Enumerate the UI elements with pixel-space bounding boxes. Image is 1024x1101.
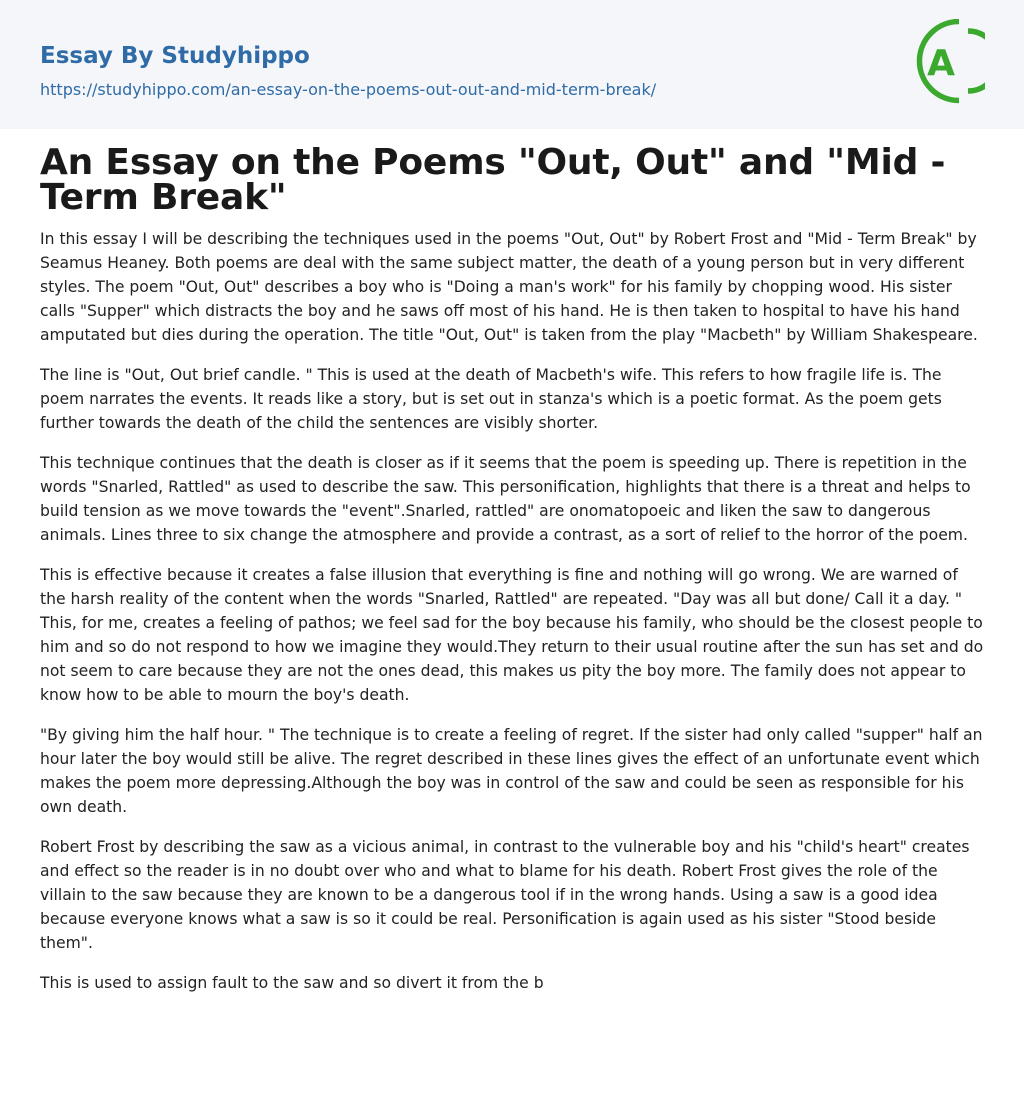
essay-title: An Essay on the Poems "Out, Out" and "Mid -Term Break" <box>40 142 946 218</box>
studyhippo-logo-icon[interactable] <box>913 19 985 105</box>
essay-paragraph-6: Robert Frost by describing the saw as a vicious animal, in contrast to the vulnerable boy and his "child's heart" creates and effect so the reader is in no doubt over who and what to blame for his death. Robert Frost gives the role of the villain to the saw because they are known to be a dangerous tool if in the wrong hands. Using a saw is a good idea because everyone knows what a saw is so it could be real. Personification is again used as his sister "Stood beside them". <box>40 838 970 952</box>
essay-paragraph-4: This is effective because it creates a false illusion that everything is fine and nothing will go wrong. We are warned of the harsh reality of the content when the words "Snarled, Rattled" are repeated. "Day was all but done/ Call it a day. " This, for me, creates a feeling of pathos; we feel sad for the boy because his family, who should be the closest people to him and so do not respond to how we imagine they would.They return to their usual routine after the sun has set and do not seem to care because they are not the ones dead, this makes us pity the boy more. The family does not appear to know how to be able to mourn the boy's death. <box>40 566 984 704</box>
logo-letter: A <box>927 43 955 84</box>
essay-paragraph-7: This is used to assign fault to the saw and so divert it from the b <box>40 974 544 992</box>
site-name: Essay By Studyhippo <box>40 43 310 69</box>
essay-paragraph-3: This technique continues that the death is closer as if it seems that the poem is speeding up. There is repetition in the words "Snarled, Rattled" as used to describe the saw. This personification, highlights that there is a threat and helps to build tension as we move towards the "event".Snarled, rattled" are onomatopoeic and liken the saw to dangerous animals. Lines three to six change the atmosphere and provide a contrast, as a sort of relief to the horror of the poem. <box>40 454 971 544</box>
essay-content <box>0 129 1024 995</box>
essay-paragraph-1: In this essay I will be describing the techniques used in the poems "Out, Out" by Robert Frost and "Mid - Term Break" by Seamus Heaney. Both poems are deal with the same subject matter, the death of a young person but in very different styles. The poem "Out, Out" describes a boy who is "Doing a man's work" for his family by chopping wood. His sister calls "Supper" which distracts the boy and he saws off most of his hand. He is then taken to hospital to have his hand amputated but dies during the operation. The title "Out, Out" is taken from the play "Macbeth" by William Shakespeare. <box>40 230 978 344</box>
essay-paragraph-5: "By giving him the half hour. " The technique is to create a feeling of regret. If the sister had only called "supper" half an hour later the boy would still be alive. The regret described in these lines gives the effect of an unfortunate event which makes the poem more depressing.Although the boy was in control of the saw and could be seen as responsible for his own death. <box>40 726 983 816</box>
source-url-link[interactable]: https://studyhippo.com/an-essay-on-the-poems-out-out-and-mid-term-break/ <box>40 80 657 99</box>
essay-paragraph-2: The line is "Out, Out brief candle. " This is used at the death of Macbeth's wife. This refers to how fragile life is. The poem narrates the events. It reads like a story, but is set out in stanza's which is a poetic format. As the poem gets further towards the death of the child the sentences are visibly shorter. <box>40 366 942 432</box>
page-header <box>0 0 1024 129</box>
